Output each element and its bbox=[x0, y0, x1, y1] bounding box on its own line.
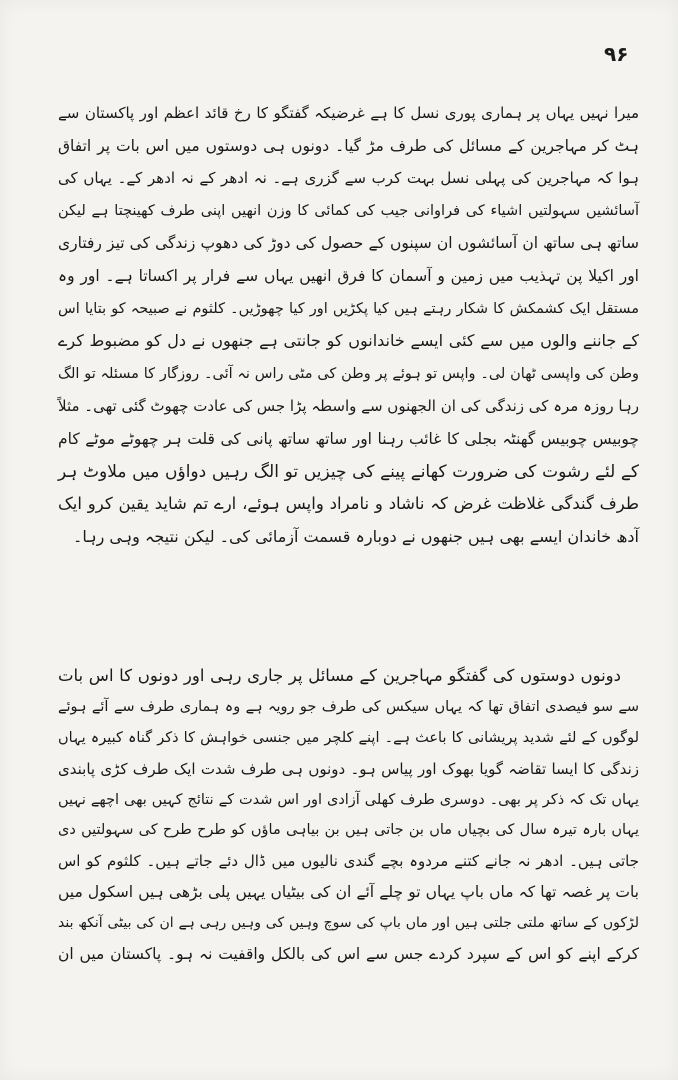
text-line: سے سو فیصدی اتفاق تھا کہ یہاں سیکس کی طرف جو رویہ ہے وہ ہماری طرف سے آئے ہوئے bbox=[58, 698, 639, 715]
page-number: ۹۶ bbox=[604, 42, 629, 66]
text-line: ہوا کہ مہاجرین کی پہلی نسل بہت کرب سے گزری ہے۔ نہ ادھر کے نہ ادھر کے۔ یہاں کی bbox=[58, 169, 639, 188]
text-line: لڑکوں کے ساتھ ملتی جلتی ہیں اور ماں باپ کی سوچ وہیں کی وہیں رہی ہے ان کی بیٹی آنکھ بند bbox=[58, 915, 639, 932]
text-line: کے جاننے والوں میں سے کئی ایسے خاندانوں کو جانتی ہے جنھوں نے دل کو مضبوط کرے bbox=[58, 331, 639, 351]
text-line: مستقل ایک کشمکش کا شکار رہتے ہیں کیا پکڑیں اور کیا چھوڑیں۔ کلثوم نے صبیحہ کو بتایا اس bbox=[58, 300, 639, 317]
paragraph-1 bbox=[58, 97, 639, 553]
text-line: دونوں دوستوں کی گفتگو مہاجرین کے مسائل پر جاری رہی اور دونوں کا اس بات bbox=[58, 666, 621, 685]
text-line: آسائشیں سہولتیں اشیاء کی فراوانی جیب کی کمائی کا وزن انھیں اپنی طرف کھینچتا ہے لیکن bbox=[58, 202, 639, 219]
text-line: وطن کی واپسی ٹھان لی۔ واپس تو ہوئے پر وطن کی مٹی راس نہ آئی۔ روزگار کا مسئلہ تو الگ bbox=[58, 365, 639, 382]
text-line: جاتی ہیں۔ ادھر نہ جانے کتنے مردوہ بچے گندی نالیوں میں ڈال دئے جاتے ہیں۔ کلثوم کو اس bbox=[58, 852, 639, 871]
text-line: چوبیس چوبیس گھنٹہ بجلی کا غائب رہنا اور ساتھ ساتھ پانی کی قلت ہر چھوٹے موٹے کام bbox=[58, 429, 639, 448]
text-line: زندگی کا ایسا تقاضہ گویا بھوک اور پیاس ہو۔ دونوں ہی طرف شدت ایک طرف کڑی پابندی bbox=[58, 759, 639, 778]
text-line: ہٹ کر مہاجرین کے مسائل کی طرف مڑ گیا۔ دونوں ہی دوستوں میں اس بات پر اتفاق bbox=[58, 136, 639, 155]
text-line: آدھ خاندان ایسے بھی ہیں جنھوں نے دوبارہ قسمت آزمائی کی۔ لیکن نتیجہ وہی رہا۔ bbox=[72, 526, 639, 546]
text-line: کرکے اپنے کو اس کے سپرد کردے جس سے اس کی بالکل واقفیت نہ ہو۔ پاکستان میں ان bbox=[58, 945, 639, 964]
text-line: لوگوں کے لئے شدید پریشانی کا باعث ہے۔ اپنے کلچر میں جنسی خواہش کا ذکر گناہ کبیرہ یہاں bbox=[58, 729, 639, 746]
text-line: ساتھ ہی ساتھ ان آسائشوں ان سپنوں کے حصول کی دوڑ کی دھوپ زندگی کی تیز رفتاری bbox=[58, 234, 639, 253]
paragraph-2 bbox=[58, 661, 639, 970]
text-line: بات پر غصہ تھا کہ ماں باپ یہاں تو چلے آئے ان کی بیٹیاں یہیں پلی بڑھی ہیں اسکول میں bbox=[58, 883, 639, 902]
text-line: طرف گندگی غلاظت غرض کہ ناشاد و نامراد واپس ہوئے، ارے تم شاید یقین کرو ایک bbox=[58, 494, 639, 514]
text-line: رہا روزہ مرہ کی زندگی کی ان الجھنوں سے واسطہ پڑا جس کی عادت چھوٹ گئی تھی۔ مثلاً bbox=[58, 397, 639, 416]
text-line: یہاں بارہ تیرہ سال کی بچیاں ماں بن جاتی ہیں بن بیاہی ماؤں کو طرح طرح کی سہولتیں دی bbox=[58, 822, 639, 839]
text-line: یہاں تک کہ ذکر پر بھی۔ دوسری طرف کھلی آزادی اور اس شدت کے نتائج کہیں بھی اچھے نہیں bbox=[58, 791, 639, 808]
text-line: اور اکیلا پن تہذیب میں زمین و آسمان کا فرق انھیں یہاں سے فرار پر اکساتا ہے۔ اور وہ bbox=[58, 266, 639, 285]
text-line: کے لئے رشوت کی ضرورت کھانے پینے کی چیزیں تو الگ رہیں دواؤں میں ملاوٹ ہر bbox=[58, 461, 639, 482]
text-line: میرا نہیں یہاں پر ہماری پوری نسل کا ہے غرضیکہ گفتگو کا رخ قائد اعظم اور پاکستان سے bbox=[58, 104, 639, 122]
